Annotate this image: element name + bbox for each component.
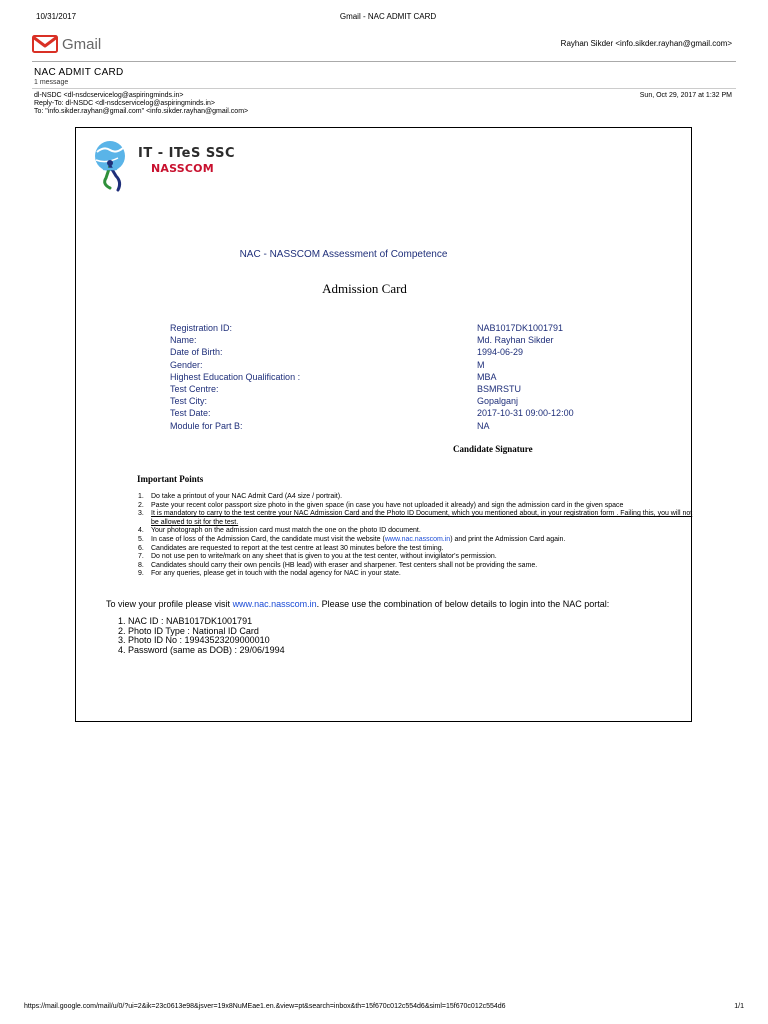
candidate-signature-label: Candidate Signature <box>453 444 533 454</box>
detail-value: Md. Rayhan Sikder <box>477 335 554 346</box>
detail-row <box>170 360 610 372</box>
detail-label: Test Date: <box>170 408 211 419</box>
list-item: 1. Do take a printout of your NAC Admit Card (A4 size / portrait). <box>138 493 343 500</box>
admission-card-title: Admission Card <box>322 281 407 296</box>
nac-title: NAC - NASSCOM Assessment of Competence <box>239 249 448 260</box>
detail-label: Registration ID: <box>170 323 233 333</box>
detail-value: Gopalganj <box>477 396 519 407</box>
list-item: 6. Candidates are requested to report at the test centre at least 30 minutes before the test timing. <box>138 544 444 552</box>
list-item: 7. Do not use pen to write/mark on any sheet that is given to you at the test center, without invigilator's permission. <box>138 553 497 561</box>
list-item: 9. For any queries, please get in touch with the nodal agency for NAC in your state. <box>138 570 401 578</box>
logo-line-nasscom: NASSCOM <box>151 162 214 175</box>
gmail-envelope-icon <box>32 35 58 53</box>
detail-label: Date of Birth: <box>170 347 223 358</box>
login-details-list <box>118 617 285 655</box>
detail-label: Name: <box>170 335 197 346</box>
email-date: Sun, Oct 29, 2017 at 1:32 PM <box>639 92 732 99</box>
detail-value: NAB1017DK1001791 <box>477 323 564 333</box>
profile-instructions: To view your profile please visit www.nac.nasscom.in. Please use the combination of below details to login into the NAC portal: <box>106 599 610 609</box>
detail-row <box>170 335 610 347</box>
detail-value: 2017-10-31 09:00-12:00 <box>477 408 574 419</box>
list-item: 1. NAC ID : NAB1017DK1001791 <box>118 616 253 626</box>
list-item: 5. In case of loss of the Admission Card, the candidate must visit the website (www.nac.nasscom.in) and print the Admission Card again. <box>138 535 566 543</box>
detail-label: Highest Education Qualification : <box>170 371 301 382</box>
detail-value: NA <box>477 420 490 431</box>
detail-row <box>170 396 610 408</box>
detail-row <box>170 408 610 420</box>
email-to: To: "info.sikder.rayhan@gmail.com" <info.sikder.rayhan@gmail.com> <box>34 108 249 115</box>
email-subject: NAC ADMIT CARD <box>34 67 124 78</box>
nasscom-logo <box>88 136 248 196</box>
detail-row <box>170 421 610 433</box>
detail-label: Test Centre: <box>170 383 219 394</box>
subject-divider <box>32 88 736 89</box>
nac-portal-link[interactable]: www.nac.nasscom.in <box>232 599 317 609</box>
print-title: Gmail - NAC ADMIT CARD <box>339 12 437 21</box>
print-date: 10/31/2017 <box>36 12 77 21</box>
list-item: 8. Candidates should carry their own pencils (HB lead) with eraser and sharpener. Test centers shall not be providing the same. <box>138 561 538 569</box>
list-item: 2. Photo ID Type : National ID Card <box>118 625 259 636</box>
list-item: 4. Password (same as DOB) : 29/06/1994 <box>118 644 285 655</box>
detail-value: MBA <box>477 371 497 382</box>
print-url: https://mail.google.com/mail/u/0/?ui=2&ik=23c0613e98&jsver=19x8NuMEae1.en.&view=pt&search=inbox&th=15f670c012c554d6&siml=15f670c012c554d6 <box>24 1003 506 1010</box>
detail-row <box>170 384 610 396</box>
globe-figure-icon <box>88 136 136 194</box>
logo-line-itites: IT - ITeS SSC <box>138 146 236 161</box>
nac-website-link[interactable]: www.nac.nasscom.in <box>384 535 451 543</box>
detail-label: Gender: <box>170 359 203 370</box>
page-number: 1/1 <box>734 1003 744 1010</box>
list-item: 3. It is mandatory to carry to the test centre your NAC Admission Card and the Photo ID Document, which you mentioned about, in your registration form . Failing this, you will not be allowed to sit for the test. <box>138 510 693 526</box>
list-item: 3. Photo ID No : 19943523209000010 <box>118 635 270 645</box>
list-item: 4. Your photograph on the admission card must match the one on the photo ID document. <box>138 527 421 535</box>
candidate-details <box>170 323 610 433</box>
detail-value: M <box>477 359 485 370</box>
detail-label: Test City: <box>170 396 208 407</box>
email-reply-to: Reply-To: dl-NSDC <dl-nsdcservicelog@aspiringminds.in> <box>34 100 216 107</box>
important-points-title: Important Points <box>137 474 204 484</box>
account-email: Rayhan Sikder <info.sikder.rayhan@gmail.com> <box>560 39 732 48</box>
detail-row <box>170 347 610 359</box>
detail-label: Module for Part B: <box>170 420 243 431</box>
detail-row <box>170 372 610 384</box>
admission-card <box>75 127 692 722</box>
list-item: 2. Paste your recent color passport size photo in the given space (in case you have not uploaded it already) and sign the admission card in the given space <box>138 501 624 509</box>
message-count: 1 message <box>34 79 69 86</box>
detail-value: 1994-06-29 <box>477 347 524 358</box>
detail-value: BSMRSTU <box>477 383 522 394</box>
gmail-logo-text: Gmail <box>62 35 102 53</box>
gmail-logo[interactable] <box>32 33 101 55</box>
detail-row <box>170 323 610 335</box>
email-from: dl-NSDC <dl-nsdcservicelog@aspiringminds.in> <box>34 92 184 99</box>
header-divider <box>32 61 736 62</box>
important-points-list <box>138 493 693 579</box>
print-header <box>36 12 740 24</box>
